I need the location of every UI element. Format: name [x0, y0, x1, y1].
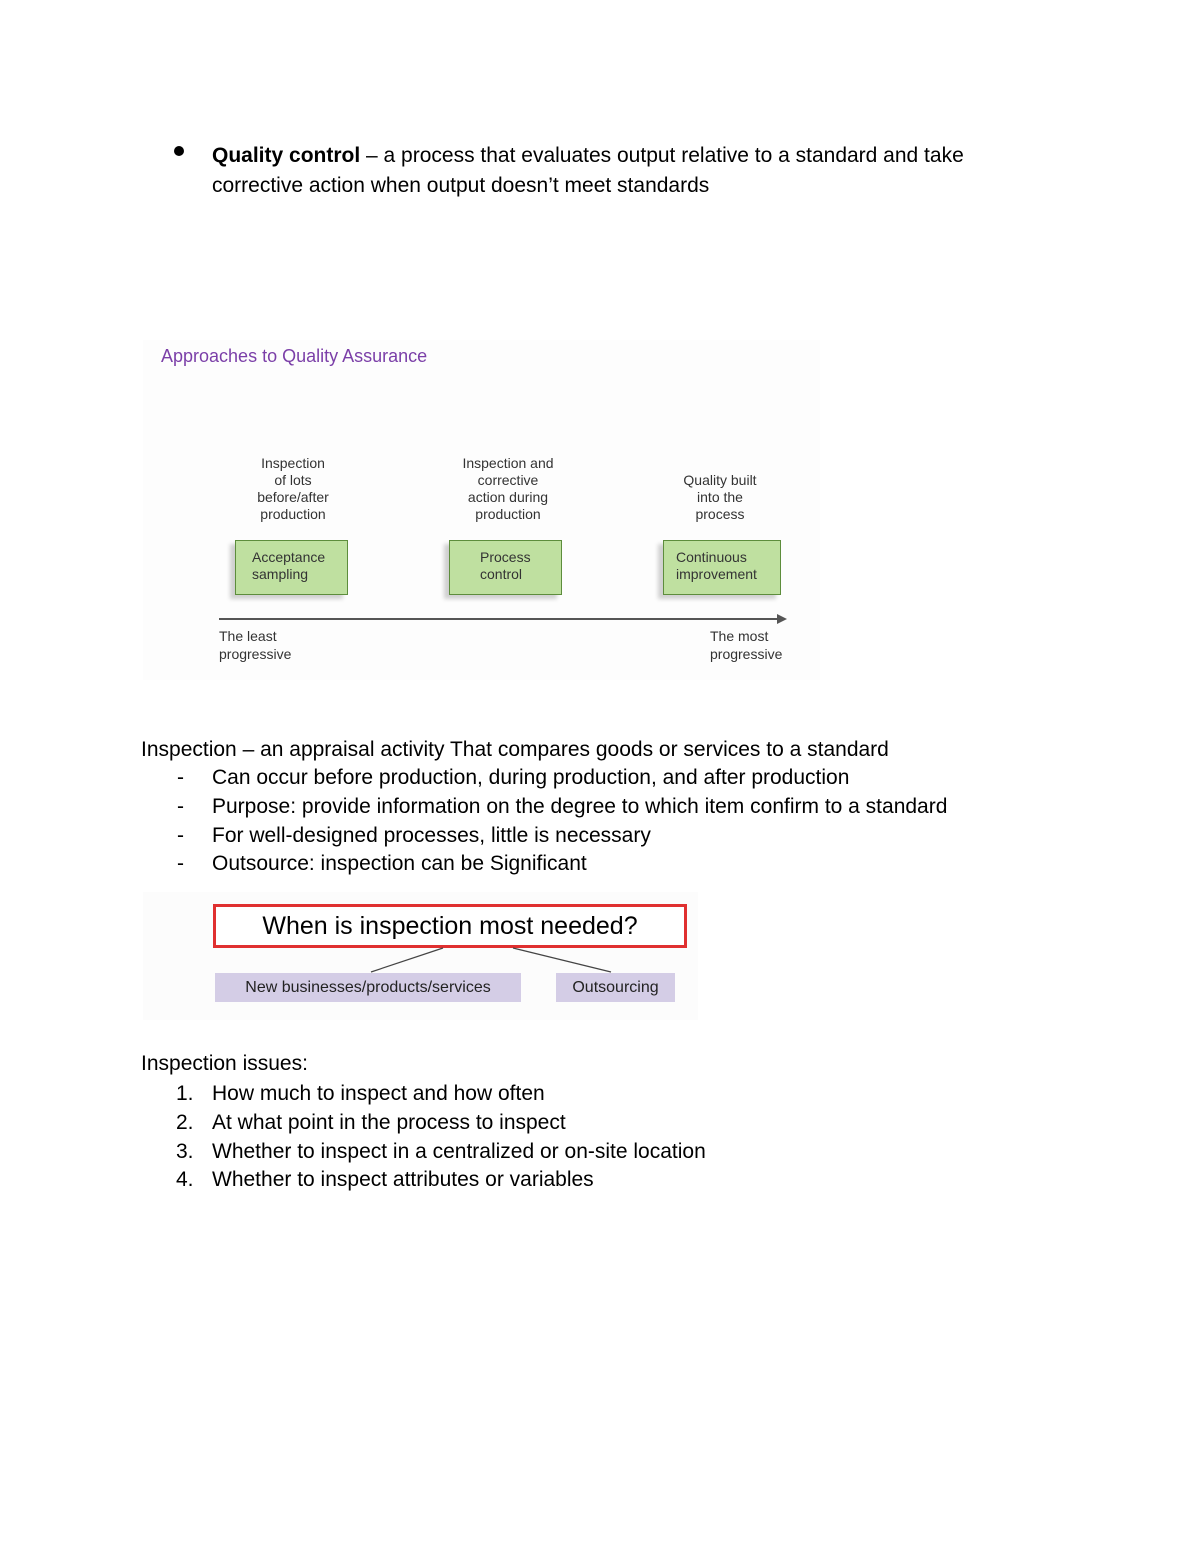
dash-marker: - [177, 766, 184, 789]
quality-control-term: Quality control [212, 144, 361, 167]
inspection-bullet-2: Purpose: provide information on the degree to which item confirm to a standard [212, 795, 948, 818]
connector-line-left [371, 948, 443, 972]
issue-item-3: Whether to inspect in a centralized or on-site location [212, 1140, 706, 1163]
acceptance-sampling-box: Acceptance sampling [235, 540, 348, 595]
axis-label-least: The least progressive [219, 628, 292, 662]
dash-marker: - [177, 795, 184, 818]
quality-control-line-2: corrective action when output doesn’t meet standards [212, 174, 710, 197]
issues-heading: Inspection issues: [141, 1052, 308, 1075]
inspection-definition: Inspection – an appraisal activity That compares goods or services to a standard [141, 738, 889, 761]
approach-description-1: Inspection of lots before/after production [257, 455, 329, 522]
issue-number-1: 1. [176, 1082, 194, 1105]
continuous-improvement-box: Continuous improvement [663, 540, 781, 595]
quality-control-definition: – a process that evaluates output relative to a standard and take [360, 144, 964, 167]
issue-number-3: 3. [176, 1140, 194, 1163]
inspection-bullet-1: Can occur before production, during production, and after production [212, 766, 850, 789]
option-outsourcing: Outsourcing [556, 973, 675, 1002]
dash-marker: - [177, 824, 184, 847]
connector-line-right [513, 948, 611, 972]
quality-control-line-1 [212, 141, 964, 170]
inspection-bullet-3: For well-designed processes, little is necessary [212, 824, 651, 847]
inspection-question-box: When is inspection most needed? [213, 904, 687, 948]
approach-description-2: Inspection and corrective action during production [462, 455, 554, 522]
option-new-businesses: New businesses/products/services [215, 973, 521, 1002]
progress-axis [219, 618, 779, 620]
axis-label-most: The most progressive [710, 628, 783, 662]
approach-description-3: Quality built into the process [683, 472, 757, 522]
issue-item-1: How much to inspect and how often [212, 1082, 545, 1105]
issue-item-4: Whether to inspect attributes or variables [212, 1168, 594, 1191]
figure-title: Approaches to Quality Assurance [161, 346, 428, 366]
issue-item-2: At what point in the process to inspect [212, 1111, 566, 1134]
axis-arrow-icon [777, 614, 787, 624]
inspection-needed-figure [143, 892, 698, 1020]
issue-number-4: 4. [176, 1168, 194, 1191]
issue-number-2: 2. [176, 1111, 194, 1134]
bullet-dot [174, 146, 184, 156]
approaches-figure [143, 340, 820, 680]
process-control-box: Process control [449, 540, 562, 595]
dash-marker: - [177, 852, 184, 875]
inspection-bullet-4: Outsource: inspection can be Significant [212, 852, 587, 875]
